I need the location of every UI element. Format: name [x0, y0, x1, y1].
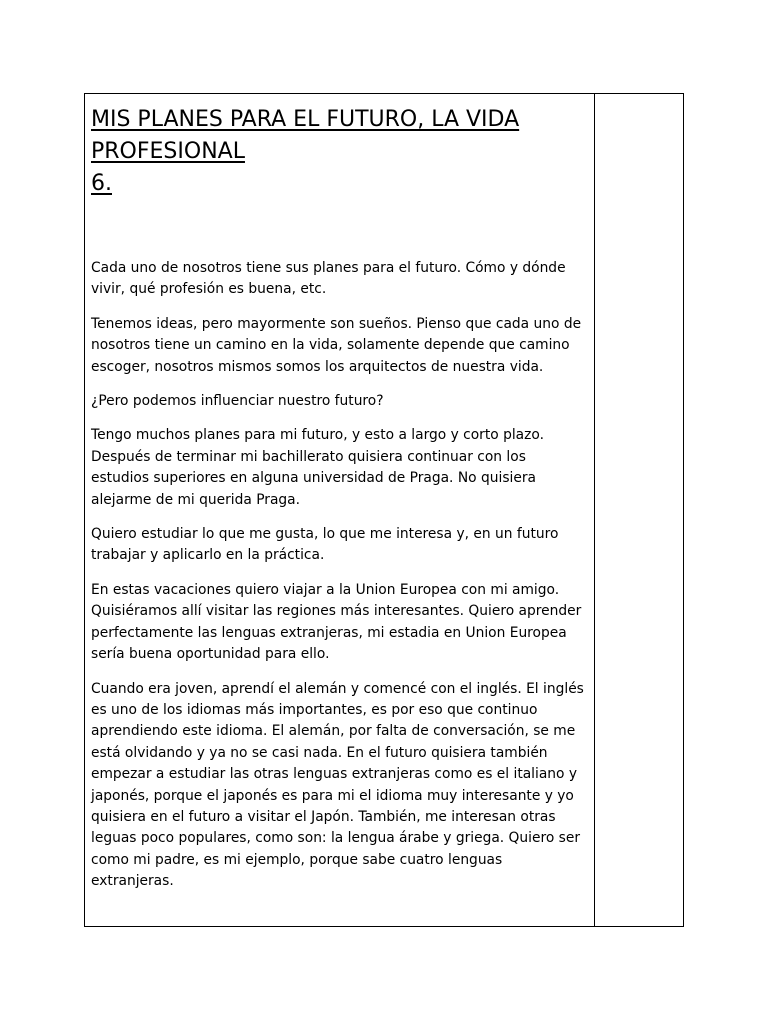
- paragraph-4: Tengo muchos planes para mi futuro, y esto a largo y corto plazo. Después de terminar mi bachillerato quisiera continuar con los estudios superiores en alguna universidad de Praga. No quisiera alejarme de mi querida Praga.: [91, 427, 544, 508]
- paragraph-1: Cada uno de nosotros tiene sus planes para el futuro. Cómo y dónde vivir, qué profesión es buena, etc.: [91, 260, 566, 298]
- document-table: [84, 93, 684, 927]
- title-line-3: 6.: [91, 171, 112, 196]
- paragraph-6: En estas vacaciones quiero viajar a la Union Europea con mi amigo. Quisiéramos allí visitar las regiones más interesantes. Quiero aprender perfectamente las lenguas extranjeras, mi estadia en Union Europea sería buena oportunidad para ello.: [91, 581, 582, 663]
- document-title: [91, 104, 588, 200]
- paragraph-3: ¿Pero podemos influenciar nuestro futuro?: [91, 393, 384, 410]
- content-cell: [85, 94, 595, 926]
- body-text: [91, 258, 588, 893]
- paragraph-5: Quiero estudiar lo que me gusta, lo que me interesa y, en un futuro trabajar y aplicarlo en la práctica.: [91, 526, 559, 564]
- paragraph-7: Cuando era joven, aprendí el alemán y comencé con el inglés. El inglés es uno de los idiomas más importantes, es por eso que continuo aprendiendo este idioma. El alemán, por falta de conversación, se me está olvidando y ya no se casi nada. En el futuro quisiera también empezar a estudiar las otras lenguas extranjeras como es el italiano y japonés, porque el japonés es para mi el idioma muy interesante y yo quisiera en el futuro a visitar el Japón. También, me interesan otras leguas poco populares, como son: la lengua árabe y griega. Quiero ser como mi padre, es mi ejemplo, porque sabe cuatro lenguas extranjeras.: [91, 680, 584, 890]
- side-cell: [595, 94, 683, 926]
- paragraph-2: Tenemos ideas, pero mayormente son sueños. Pienso que cada uno de nosotros tiene un camino en la vida, solamente depende que camino escoger, nosotros mismos somos los arquitectos de nuestra vida.: [91, 315, 582, 375]
- title-line-1: MIS PLANES PARA EL FUTURO, LA VIDA: [91, 107, 520, 132]
- title-line-2: PROFESIONAL: [91, 139, 245, 164]
